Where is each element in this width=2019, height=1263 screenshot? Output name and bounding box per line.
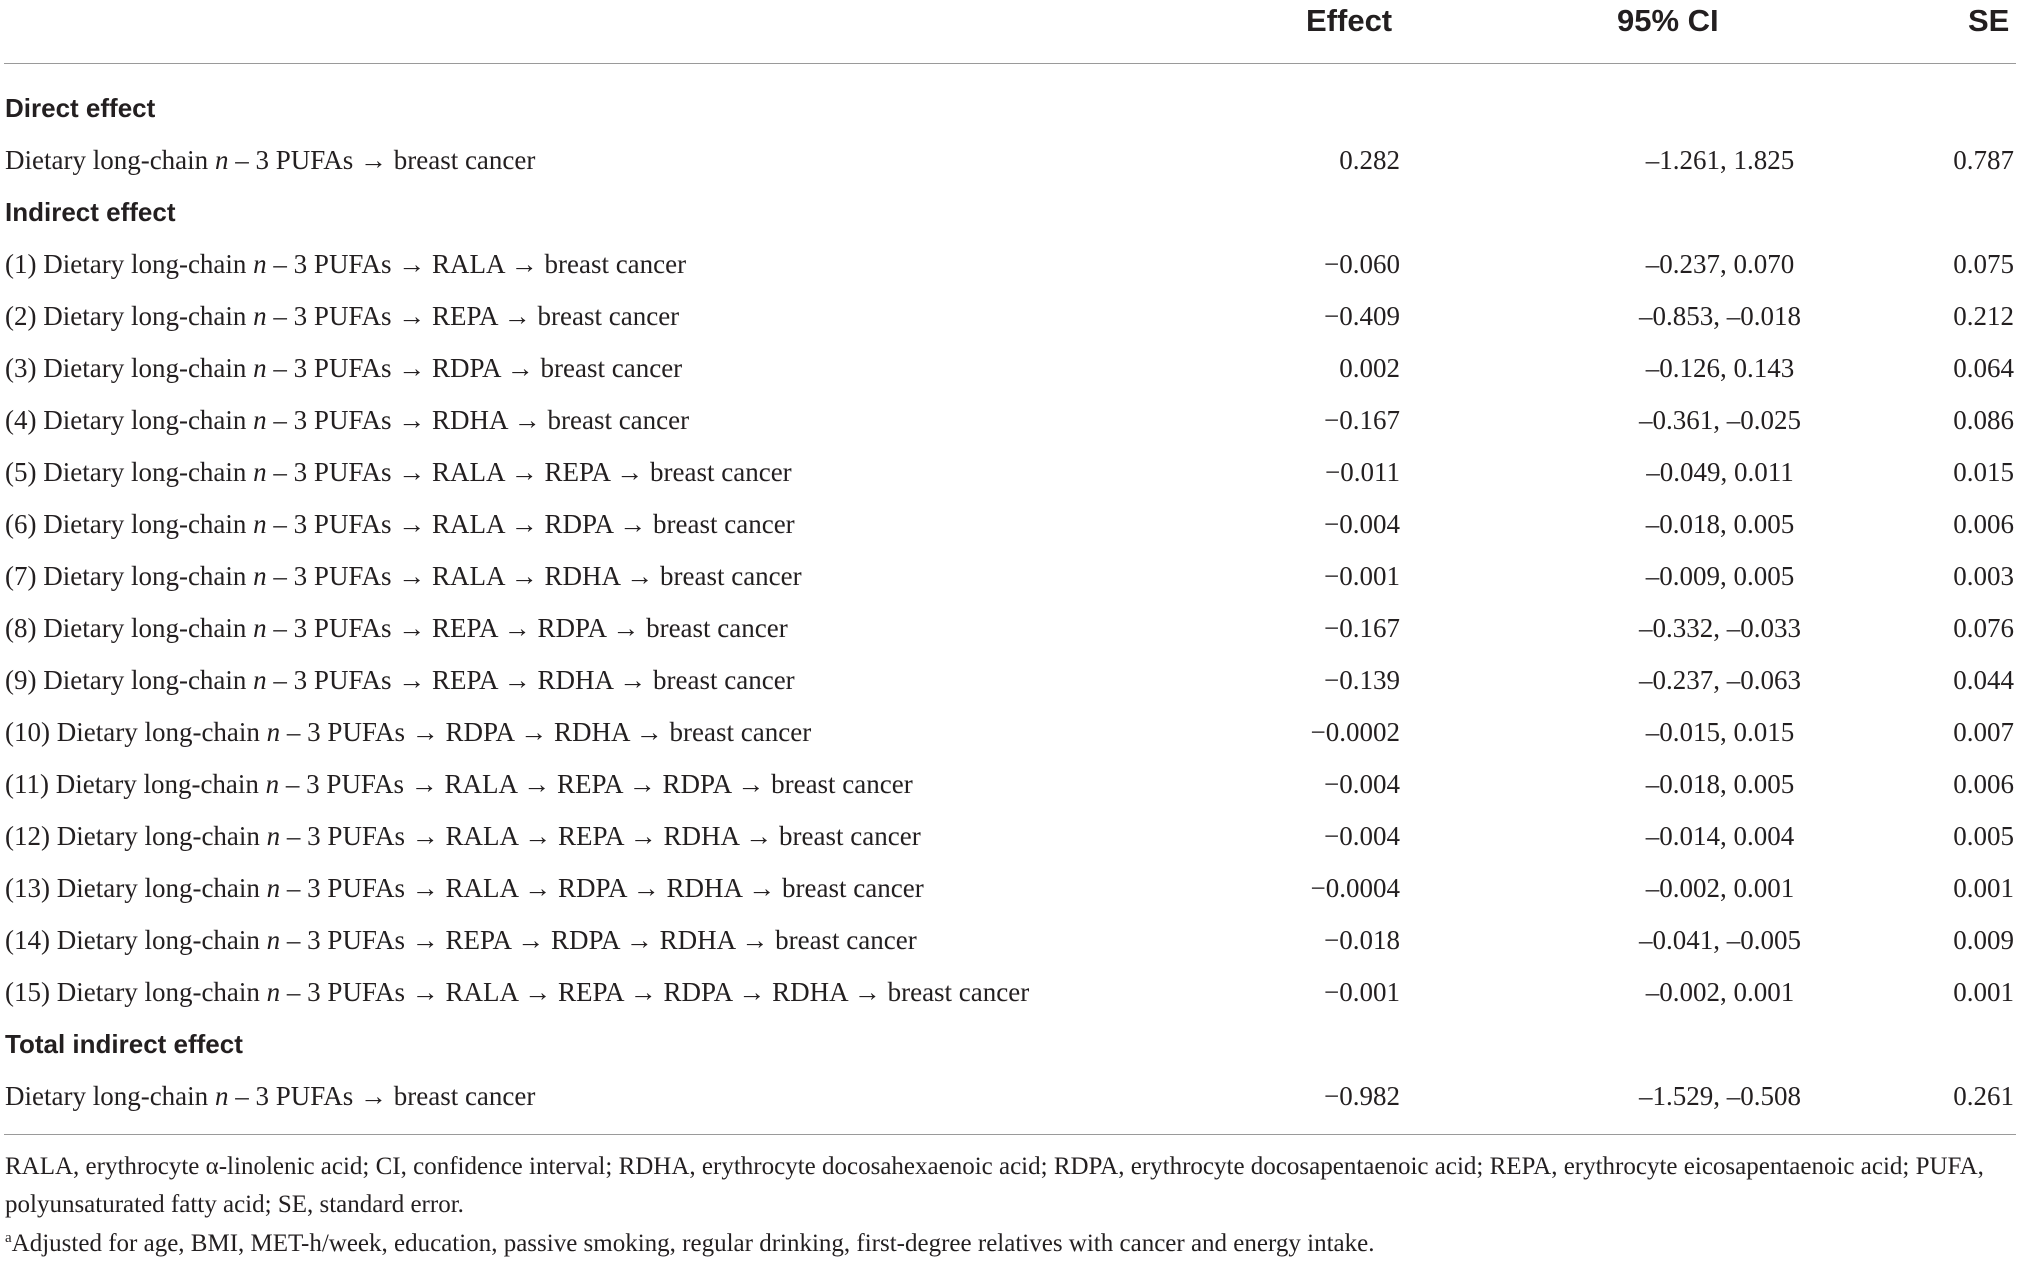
ci-value: –1.529, –0.508	[1639, 1081, 1801, 1111]
table-row	[0, 238, 2019, 290]
path-number: (9)	[5, 665, 44, 695]
path-label	[5, 394, 689, 446]
path-mediators: RALA → REPA → RDHA	[445, 821, 739, 851]
table-row	[0, 550, 2019, 602]
header-ci: 95% CI	[1617, 3, 1719, 38]
path-outcome: breast cancer	[653, 509, 795, 539]
arrow-icon: →	[359, 1081, 387, 1111]
path-number: (6)	[5, 509, 44, 539]
path-mid: – 3 PUFAs	[228, 1081, 354, 1111]
ci-value: –0.853, –0.018	[1639, 301, 1801, 331]
footnote-abbreviations: RALA, erythrocyte α-linolenic acid; CI, confidence interval; RDHA, erythrocyte docosahexaenoic acid; RDPA, erythrocyte docosapentaenoic acid; REPA, erythrocyte eicosapentaenoic acid; PUFA, polyunsaturated fatty acid; SE, standard error.	[5, 1153, 1984, 1218]
arrow-icon: →	[398, 353, 426, 383]
path-label	[5, 550, 802, 602]
path-prefix: Dietary long-chain	[43, 509, 247, 539]
se-value: 0.005	[1953, 821, 2014, 851]
ci-value: –0.009, 0.005	[1645, 561, 1795, 591]
arrow-icon: →	[745, 821, 773, 851]
arrow-icon: →	[411, 821, 439, 851]
arrow-icon: →	[398, 613, 426, 643]
effect-value: −0.004	[1324, 509, 1400, 539]
path-number: (5)	[5, 457, 44, 487]
section-label: Direct effect	[5, 93, 156, 123]
arrow-icon: →	[748, 873, 776, 903]
footer-rule	[4, 1134, 2016, 1135]
path-label	[5, 654, 795, 706]
effect-value: −0.0004	[1310, 873, 1400, 903]
path-prefix: Dietary long-chain	[56, 925, 260, 955]
se-value: 0.076	[1953, 613, 2014, 643]
se-value: 0.001	[1953, 977, 2014, 1007]
n-symbol: n	[266, 977, 281, 1007]
n-symbol: n	[265, 769, 280, 799]
ci-value: –0.018, 0.005	[1645, 509, 1795, 539]
path-label	[5, 342, 682, 394]
path-number: (2)	[5, 301, 44, 331]
arrow-icon: →	[411, 977, 439, 1007]
table-row	[0, 1070, 2019, 1122]
path-prefix: Dietary long-chain	[5, 1081, 209, 1111]
table-row	[0, 446, 2019, 498]
path-mid: – 3 PUFAs	[280, 717, 405, 747]
arrow-icon: →	[398, 301, 426, 331]
n-symbol: n	[214, 1081, 229, 1111]
n-symbol: n	[253, 561, 267, 591]
path-number: (10)	[5, 717, 57, 747]
section-label: Total indirect effect	[5, 1029, 243, 1059]
arrow-icon: →	[398, 561, 426, 591]
effect-value: −0.001	[1324, 561, 1400, 591]
footnote-adjusted-text: Adjusted for age, BMI, MET-h/week, education, passive smoking, regular drinking, first-degree relatives with cancer and energy intake.	[11, 1230, 1375, 1257]
path-prefix: Dietary long-chain	[43, 249, 247, 279]
path-mid: – 3 PUFAs	[228, 145, 354, 175]
path-mediators: RALA → RDPA	[431, 509, 613, 539]
header-effect: Effect	[1306, 3, 1393, 38]
effect-value: −0.001	[1324, 977, 1400, 1007]
n-symbol: n	[253, 457, 267, 487]
path-outcome: breast cancer	[393, 1081, 536, 1111]
arrow-icon: →	[398, 509, 426, 539]
path-outcome: breast cancer	[547, 405, 690, 435]
arrow-icon: →	[513, 405, 541, 435]
effect-value: −0.004	[1324, 769, 1400, 799]
n-symbol: n	[266, 925, 281, 955]
path-prefix: Dietary long-chain	[5, 145, 209, 175]
path-prefix: Dietary long-chain	[43, 613, 247, 643]
path-mid: – 3 PUFAs	[266, 301, 392, 331]
path-mid: – 3 PUFAs	[266, 405, 392, 435]
header-rule	[4, 63, 2016, 64]
path-number: (13)	[5, 873, 57, 903]
path-label	[5, 966, 1029, 1018]
n-symbol: n	[266, 873, 281, 903]
path-mediators: RALA → REPA → RDPA → RDHA	[445, 977, 848, 1007]
ci-value: –0.002, 0.001	[1645, 873, 1795, 903]
table-row	[0, 134, 2019, 186]
arrow-icon: →	[506, 353, 534, 383]
n-symbol: n	[253, 249, 267, 279]
path-outcome: breast cancer	[660, 561, 802, 591]
se-value: 0.044	[1953, 665, 2014, 695]
path-mediators: REPA → RDPA → RDHA	[445, 925, 735, 955]
table-row	[0, 498, 2019, 550]
table-row	[0, 602, 2019, 654]
path-prefix: Dietary long-chain	[56, 977, 260, 1007]
path-outcome: breast cancer	[544, 249, 687, 279]
path-label	[5, 238, 686, 290]
table-row	[0, 654, 2019, 706]
effect-value: −0.0002	[1310, 717, 1400, 747]
se-value: 0.064	[1953, 353, 2014, 383]
path-number: (8)	[5, 613, 44, 643]
se-value: 0.261	[1953, 1081, 2014, 1111]
path-mediators: RDPA	[431, 353, 501, 383]
arrow-icon: →	[626, 561, 654, 591]
se-value: 0.006	[1953, 769, 2014, 799]
effect-value: −0.060	[1324, 249, 1400, 279]
arrow-icon: →	[398, 665, 426, 695]
section-indirect	[0, 186, 2019, 238]
path-mid: – 3 PUFAs	[266, 561, 392, 591]
ci-value: –1.261, 1.825	[1645, 145, 1795, 175]
effect-value: −0.409	[1324, 301, 1400, 331]
effect-value: −0.139	[1324, 665, 1400, 695]
arrow-icon: →	[612, 613, 640, 643]
n-symbol: n	[266, 821, 281, 851]
arrow-icon: →	[410, 769, 438, 799]
table-row	[0, 394, 2019, 446]
ci-value: –0.332, –0.033	[1639, 613, 1801, 643]
path-mid: – 3 PUFAs	[280, 925, 405, 955]
se-value: 0.075	[1953, 249, 2014, 279]
path-prefix: Dietary long-chain	[43, 353, 247, 383]
table-row	[0, 914, 2019, 966]
path-mid: – 3 PUFAs	[280, 977, 405, 1007]
table-row	[0, 810, 2019, 862]
n-symbol: n	[253, 613, 267, 643]
path-number: (7)	[5, 561, 44, 591]
path-number: (14)	[5, 925, 57, 955]
arrow-icon: →	[411, 873, 439, 903]
table-row	[0, 706, 2019, 758]
path-mediators: RDHA	[431, 405, 507, 435]
path-outcome: breast cancer	[653, 665, 795, 695]
arrow-icon: →	[741, 925, 769, 955]
arrow-icon: →	[616, 457, 644, 487]
path-number: (1)	[5, 249, 44, 279]
effect-value: −0.167	[1324, 613, 1400, 643]
path-number: (4)	[5, 405, 44, 435]
path-label	[5, 134, 535, 186]
path-mid: – 3 PUFAs	[266, 457, 392, 487]
path-outcome: breast cancer	[775, 925, 917, 955]
path-prefix: Dietary long-chain	[43, 301, 247, 331]
arrow-icon: →	[398, 405, 426, 435]
path-outcome: breast cancer	[393, 145, 536, 175]
path-number: (12)	[5, 821, 57, 851]
path-mediators: RALA	[431, 249, 504, 279]
effect-value: −0.982	[1324, 1081, 1400, 1111]
path-mediators: REPA → RDPA	[431, 613, 606, 643]
arrow-icon: →	[619, 509, 647, 539]
footnote-marker: a	[5, 1230, 12, 1246]
path-label	[5, 914, 917, 966]
path-label	[5, 602, 788, 654]
effect-value: 0.002	[1339, 353, 1400, 383]
table-row	[0, 862, 2019, 914]
table-row	[0, 290, 2019, 342]
section-label: Indirect effect	[5, 197, 176, 227]
path-mediators: RALA → REPA → RDPA	[444, 769, 731, 799]
effect-value: −0.004	[1324, 821, 1400, 851]
ci-value: –0.237, 0.070	[1645, 249, 1795, 279]
n-symbol: n	[253, 301, 267, 331]
effect-value: 0.282	[1339, 145, 1400, 175]
path-outcome: breast cancer	[650, 457, 792, 487]
se-value: 0.015	[1953, 457, 2014, 487]
path-prefix: Dietary long-chain	[43, 457, 247, 487]
arrow-icon: →	[853, 977, 881, 1007]
se-value: 0.212	[1953, 301, 2014, 331]
path-mid: – 3 PUFAs	[266, 665, 392, 695]
se-value: 0.086	[1953, 405, 2014, 435]
section-direct	[0, 82, 2019, 134]
se-value: 0.001	[1953, 873, 2014, 903]
n-symbol: n	[214, 145, 229, 175]
path-outcome: breast cancer	[771, 769, 913, 799]
path-prefix: Dietary long-chain	[43, 561, 247, 591]
ci-value: –0.126, 0.143	[1645, 353, 1795, 383]
path-label	[5, 810, 921, 862]
n-symbol: n	[253, 353, 267, 383]
header-se: SE	[1968, 3, 2010, 38]
ci-value: –0.014, 0.004	[1645, 821, 1795, 851]
path-label	[5, 706, 811, 758]
path-mediators: REPA	[431, 301, 498, 331]
path-mid: – 3 PUFAs	[266, 613, 392, 643]
arrow-icon: →	[737, 769, 765, 799]
path-number: (11)	[5, 769, 56, 799]
path-outcome: breast cancer	[782, 873, 924, 903]
path-prefix: Dietary long-chain	[43, 405, 247, 435]
path-prefix: Dietary long-chain	[55, 769, 259, 799]
section-total	[0, 1018, 2019, 1070]
path-label	[5, 758, 913, 810]
path-prefix: Dietary long-chain	[56, 717, 260, 747]
n-symbol: n	[253, 405, 267, 435]
arrow-icon: →	[359, 145, 387, 175]
table-row	[0, 758, 2019, 810]
path-prefix: Dietary long-chain	[56, 821, 260, 851]
path-mediators: RDPA → RDHA	[445, 717, 630, 747]
table-row	[0, 966, 2019, 1018]
ci-value: –0.002, 0.001	[1645, 977, 1795, 1007]
ci-value: –0.361, –0.025	[1639, 405, 1801, 435]
path-number: (3)	[5, 353, 44, 383]
effect-value: −0.011	[1325, 457, 1400, 487]
path-mid: – 3 PUFAs	[266, 353, 392, 383]
arrow-icon: →	[411, 925, 439, 955]
arrow-icon: →	[411, 717, 439, 747]
path-label	[5, 290, 679, 342]
arrow-icon: →	[635, 717, 663, 747]
path-outcome: breast cancer	[669, 717, 812, 747]
arrow-icon: →	[398, 457, 426, 487]
effect-value: −0.167	[1324, 405, 1400, 435]
table-row	[0, 342, 2019, 394]
ci-value: –0.237, –0.063	[1639, 665, 1801, 695]
path-mediators: REPA → RDHA	[431, 665, 613, 695]
path-mediators: RALA → RDPA → RDHA	[445, 873, 742, 903]
path-outcome: breast cancer	[887, 977, 1030, 1007]
path-outcome: breast cancer	[540, 353, 683, 383]
ci-value: –0.015, 0.015	[1645, 717, 1795, 747]
path-label	[5, 498, 795, 550]
arrow-icon: →	[510, 249, 538, 279]
path-mid: – 3 PUFAs	[266, 509, 392, 539]
path-mid: – 3 PUFAs	[266, 249, 392, 279]
ci-value: –0.041, –0.005	[1639, 925, 1801, 955]
se-value: 0.007	[1953, 717, 2014, 747]
path-mid: – 3 PUFAs	[280, 873, 405, 903]
n-symbol: n	[266, 717, 281, 747]
path-mediators: RALA → RDHA	[431, 561, 620, 591]
path-number: (15)	[5, 977, 57, 1007]
path-prefix: Dietary long-chain	[56, 873, 260, 903]
path-label	[5, 1070, 535, 1122]
path-mid: – 3 PUFAs	[280, 821, 405, 851]
footnote-adjusted	[5, 1225, 2015, 1263]
se-value: 0.787	[1953, 145, 2014, 175]
effect-value: −0.018	[1324, 925, 1400, 955]
arrow-icon: →	[503, 301, 531, 331]
path-outcome: breast cancer	[779, 821, 921, 851]
se-value: 0.009	[1953, 925, 2014, 955]
arrow-icon: →	[398, 249, 426, 279]
ci-value: –0.049, 0.011	[1646, 457, 1794, 487]
path-outcome: breast cancer	[646, 613, 788, 643]
ci-value: –0.018, 0.005	[1645, 769, 1795, 799]
path-label	[5, 862, 924, 914]
n-symbol: n	[253, 509, 267, 539]
se-value: 0.006	[1953, 509, 2014, 539]
arrow-icon: →	[619, 665, 647, 695]
path-label	[5, 446, 792, 498]
path-outcome: breast cancer	[537, 301, 680, 331]
n-symbol: n	[253, 665, 267, 695]
path-mediators: RALA → REPA	[431, 457, 610, 487]
path-prefix: Dietary long-chain	[43, 665, 247, 695]
se-value: 0.003	[1953, 561, 2014, 591]
path-mid: – 3 PUFAs	[279, 769, 404, 799]
